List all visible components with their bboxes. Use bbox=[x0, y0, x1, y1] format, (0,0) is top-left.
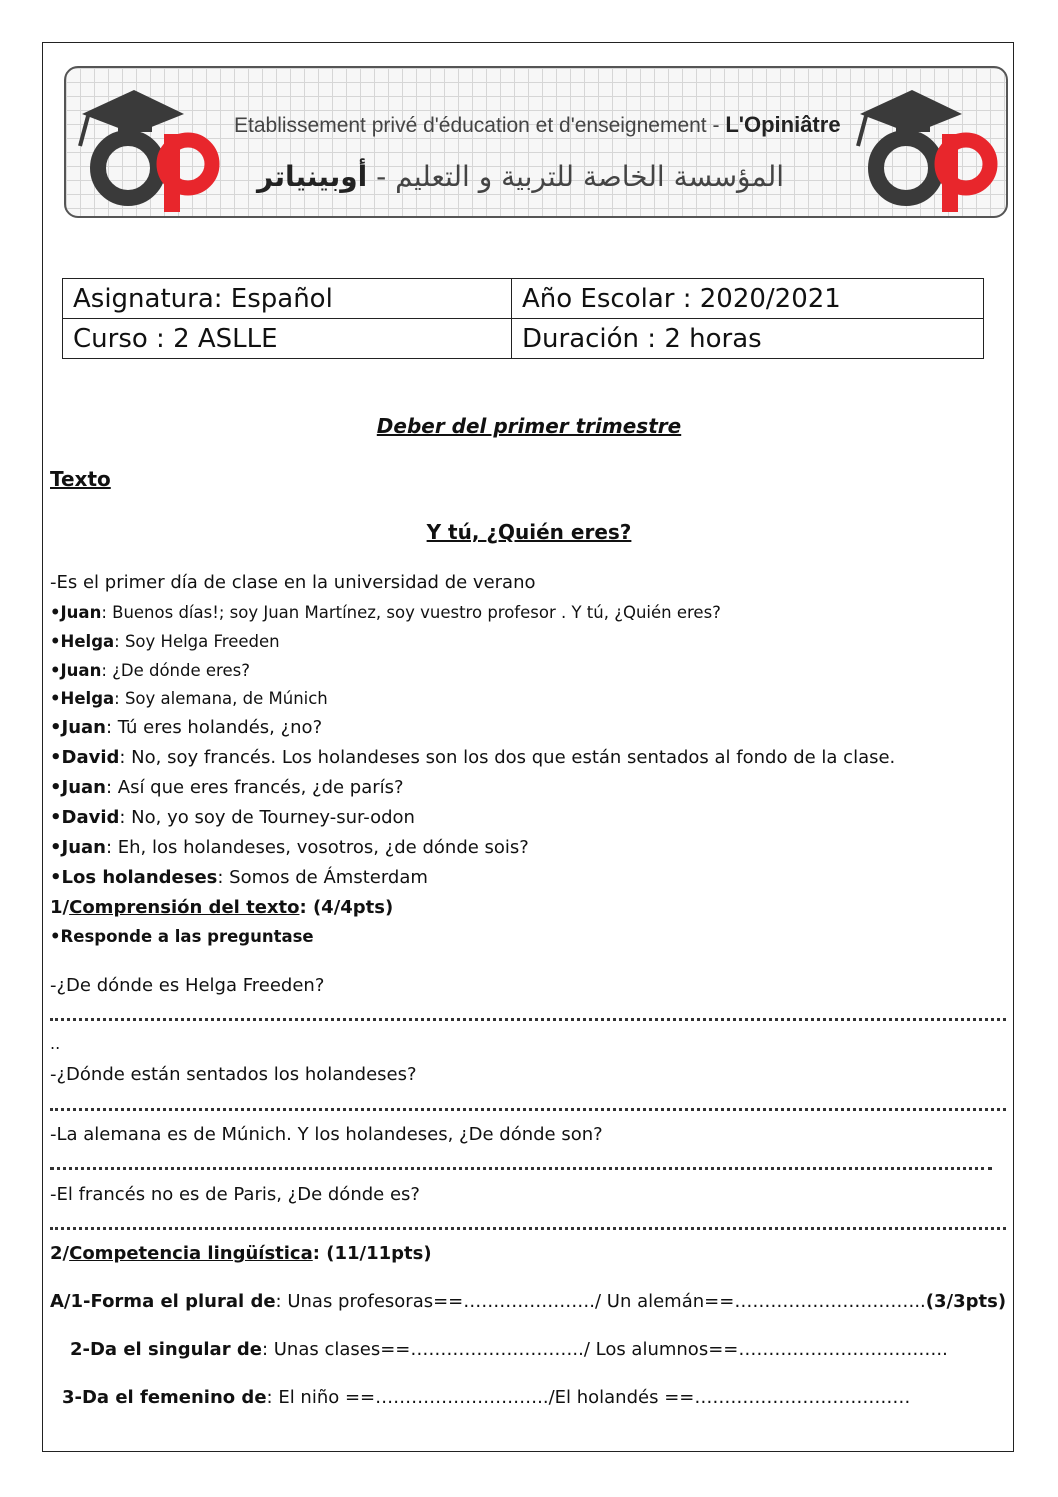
dialogue-text: : Buenos días!; soy Juan Martínez, soy vuestro profesor . Y tú, ¿Quién eres? bbox=[101, 603, 721, 622]
question-4: -El francés no es de Paris, ¿De dónde es? bbox=[50, 1184, 420, 1205]
school-logo-left bbox=[72, 76, 222, 214]
dialogue-text: : Así que eres francés, ¿de parís? bbox=[105, 777, 404, 798]
text-section-label: Texto bbox=[50, 467, 111, 491]
dialogue-speaker: •David bbox=[50, 807, 120, 828]
exam-info-table bbox=[62, 278, 984, 359]
section-1-title: Comprensión del texto bbox=[69, 897, 300, 918]
section-2-number: 2/ bbox=[50, 1243, 70, 1264]
dialogue-line bbox=[50, 603, 721, 622]
dialogue-speaker: •Helga bbox=[50, 689, 115, 708]
story-title bbox=[0, 520, 1058, 544]
answer-line-1[interactable] bbox=[50, 1014, 1006, 1021]
dialogue-text: : ¿De dónde eres? bbox=[101, 661, 250, 680]
question-2: -¿Dónde están sentados los holandeses? bbox=[50, 1064, 417, 1085]
banner-arabic-brand: أوبينياتر bbox=[257, 160, 368, 193]
dialogue-text: : Somos de Ámsterdam bbox=[217, 867, 428, 888]
dialogue-speaker: •Helga bbox=[50, 632, 115, 651]
section-1-heading bbox=[50, 897, 393, 918]
exercise-a2 bbox=[70, 1339, 948, 1360]
exercise-a3-text: : El niño ==………………………../El holandés ==……………………………… bbox=[266, 1387, 911, 1408]
dialogue-line bbox=[50, 689, 328, 708]
question-3: -La alemana es de Múnich. Y los holandeses, ¿De dónde son? bbox=[50, 1124, 603, 1145]
answer-line-4[interactable] bbox=[50, 1223, 1006, 1230]
section-2-points: : (11/11pts) bbox=[312, 1243, 432, 1264]
exercise-a1-text: : Unas profesoras==…………………./ Un alemán==………………………….. bbox=[275, 1291, 926, 1312]
banner-french-text bbox=[234, 112, 841, 138]
dialogue-speaker: •Los holandeses bbox=[50, 867, 218, 888]
dialogue-speaker: •Juan bbox=[50, 661, 102, 680]
exercise-a1-points: (3/3pts) bbox=[925, 1291, 1007, 1312]
dialogue-line bbox=[50, 717, 322, 738]
duration-cell: Duración : 2 horas bbox=[512, 319, 984, 359]
dialogue-speaker: •Juan bbox=[50, 777, 106, 798]
dialogue-speaker: •Juan bbox=[50, 717, 106, 738]
exercise-a3-label: 3-Da el femenino de bbox=[62, 1387, 267, 1408]
banner-arabic-label: المؤسسة الخاصة للتربية و التعليم - bbox=[367, 160, 784, 193]
dialogue-line bbox=[50, 867, 428, 888]
banner-french-label: Etablissement privé d'éducation et d'enseignement - bbox=[234, 114, 726, 137]
dialogue-line bbox=[50, 837, 529, 858]
section-1-points: : (4/4pts) bbox=[299, 897, 394, 918]
answer-line-2[interactable] bbox=[50, 1104, 1006, 1111]
exercise-a2-text: : Unas clases==………………………../ Los alumnos==…………………………….. bbox=[261, 1339, 948, 1360]
dialogue-text: : No, yo soy de Tourney-sur-odon bbox=[119, 807, 415, 828]
answer-line-3[interactable] bbox=[50, 1163, 992, 1170]
course-cell: Curso : 2 ASLLE bbox=[63, 319, 512, 359]
stray-dots: .. bbox=[50, 1034, 61, 1053]
dialogue-line bbox=[50, 747, 895, 768]
section-2-title: Competencia lingüística bbox=[69, 1243, 313, 1264]
school-logo-right bbox=[850, 76, 1000, 214]
dialogue-speaker: •Juan bbox=[50, 837, 106, 858]
school-year-cell: Año Escolar : 2020/2021 bbox=[512, 279, 984, 319]
dialogue-text: : Soy Helga Freeden bbox=[114, 632, 280, 651]
banner-arabic-text bbox=[257, 160, 784, 193]
story-title-part-2: ¿Quién eres? bbox=[486, 520, 632, 544]
dialogue-line bbox=[50, 632, 280, 651]
story-intro: -Es el primer día de clase en la universidad de verano bbox=[50, 572, 536, 593]
dialogue-text: : Tú eres holandés, ¿no? bbox=[105, 717, 323, 738]
school-banner bbox=[64, 66, 1008, 218]
section-2-heading bbox=[50, 1243, 432, 1264]
exercise-a2-label: 2-Da el singular de bbox=[70, 1339, 262, 1360]
exercise-a3 bbox=[62, 1387, 910, 1408]
dialogue-line bbox=[50, 807, 415, 828]
dialogue-speaker: •Juan bbox=[50, 603, 102, 622]
document-title: Deber del primer trimestre bbox=[376, 414, 682, 438]
story-title-part-1: Y tú, bbox=[426, 520, 487, 544]
dialogue-speaker: •David bbox=[50, 747, 120, 768]
dialogue-line bbox=[50, 777, 404, 798]
subject-cell: Asignatura: Español bbox=[63, 279, 512, 319]
dialogue-text: : No, soy francés. Los holandeses son los dos que están sentados al fondo de la clase. bbox=[119, 747, 896, 768]
section-1-number: 1/ bbox=[50, 897, 70, 918]
dialogue-line bbox=[50, 661, 250, 680]
dialogue-text: : Soy alemana, de Múnich bbox=[114, 689, 328, 708]
question-1: -¿De dónde es Helga Freeden? bbox=[50, 975, 325, 996]
dialogue-text: : Eh, los holandeses, vosotros, ¿de dónde sois? bbox=[105, 837, 529, 858]
banner-brand-name: L'Opiniâtre bbox=[725, 112, 841, 137]
exercise-a1 bbox=[50, 1291, 1006, 1312]
instruction-text: •Responde a las preguntase bbox=[50, 927, 314, 946]
exercise-a1-label: A/1-Forma el plural de bbox=[50, 1291, 276, 1312]
